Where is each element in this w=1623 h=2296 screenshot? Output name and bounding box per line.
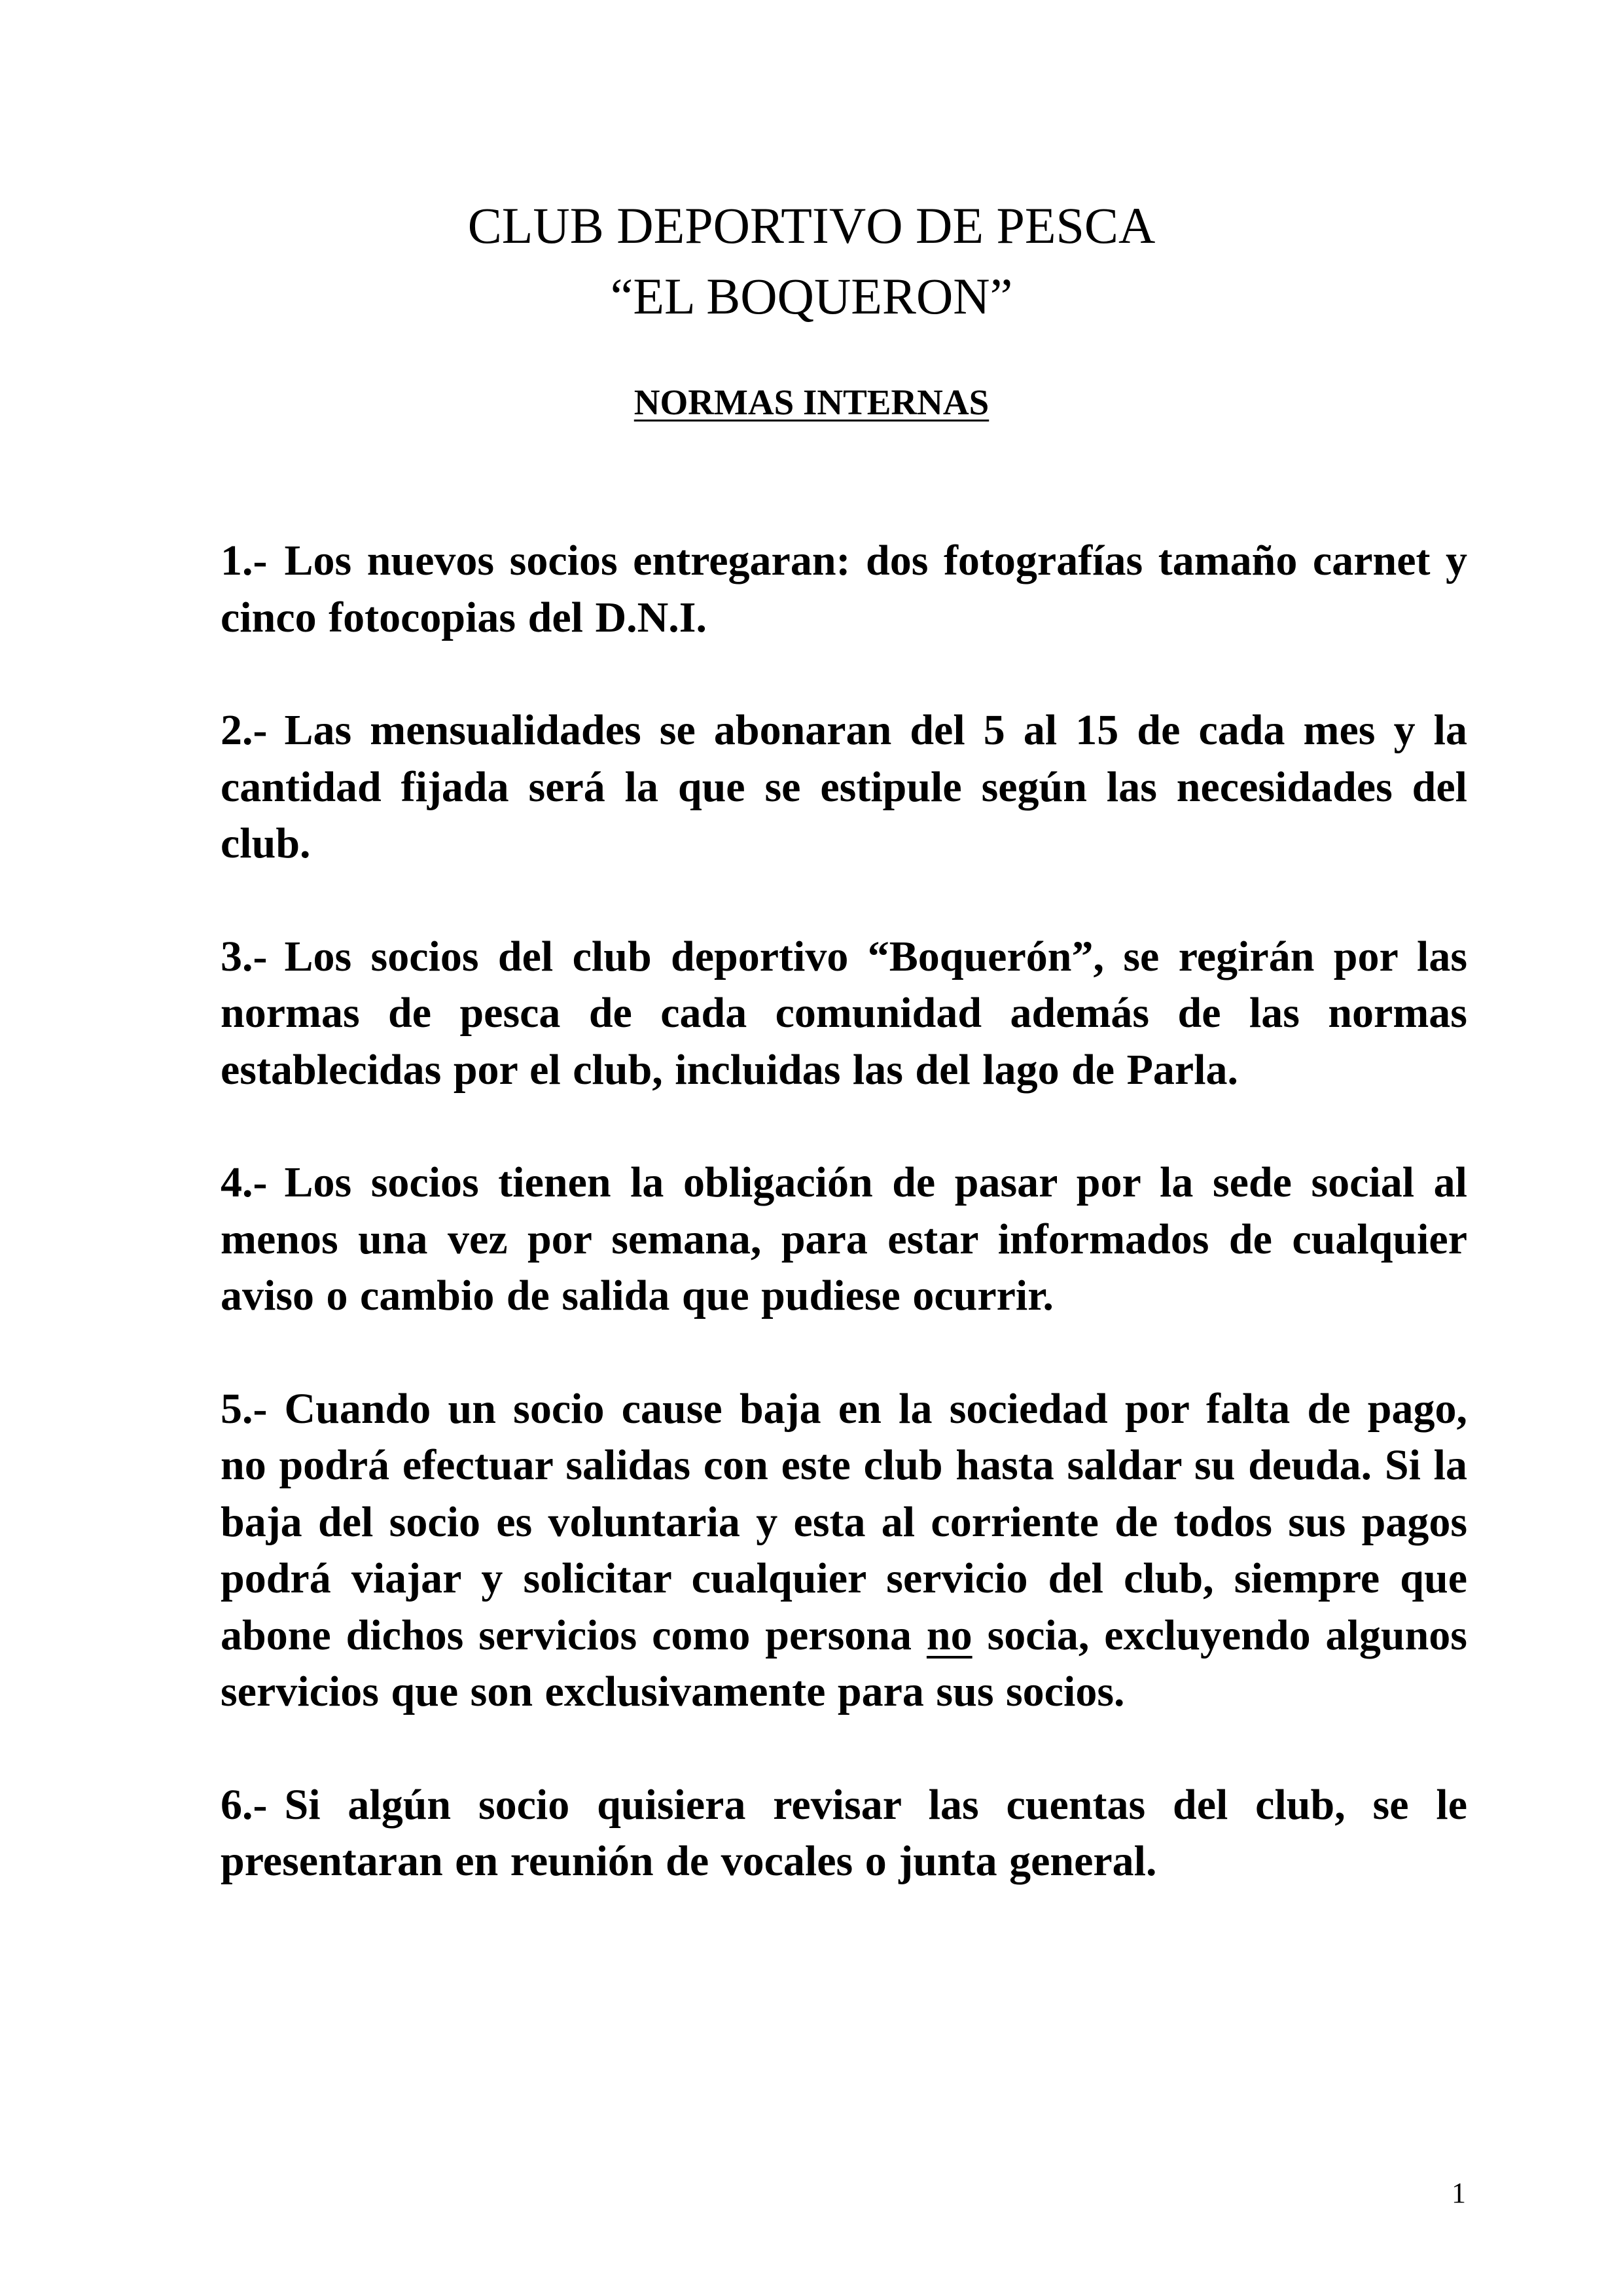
club-name-heading: CLUB DEPORTIVO DE PESCA	[467, 197, 1156, 254]
rule-item-4	[221, 1155, 1467, 1325]
rule-number: 2.-	[221, 706, 268, 754]
rule-item-5	[221, 1381, 1467, 1721]
rule-text: Los socios del club deportivo “Boquerón”, se regirán por las normas de pesca de cada comunidad además de las normas establecidas por el club, incluidas las del lago de Parla.	[221, 932, 1467, 1094]
club-nickname-heading: “EL BOQUERON”	[610, 268, 1013, 325]
rule-number: 3.-	[221, 932, 268, 980]
rule-item-6	[221, 1777, 1467, 1890]
rule-number: 5.-	[221, 1384, 268, 1433]
rule-number: 4.-	[221, 1158, 268, 1206]
section-title	[0, 381, 1623, 424]
rule-item-3	[221, 929, 1467, 1099]
rule-item-1	[221, 533, 1467, 646]
rule-text: Los socios tienen la obligación de pasar por la sede social al menos una vez por semana, para estar informados de cualquier aviso o cambio de salida que pudiese ocurrir.	[221, 1158, 1467, 1319]
rule-item-2	[221, 702, 1467, 872]
rule-text-before: Cuando un socio cause baja en la sociedad por falta de pago, no podrá efectuar salidas con este club hasta saldar su deuda. Si la baja del socio es voluntaria y esta al corriente de todos sus pagos podrá viajar y solicitar cualquier servicio del club, siempre que abone dichos servicios como persona	[221, 1384, 1467, 1659]
page-number: 1	[1452, 2177, 1466, 2209]
rule-emphasis: no	[926, 1611, 972, 1659]
rule-text: Las mensualidades se abonaran del 5 al 15 de cada mes y la cantidad fijada será la que se estipule según las necesidades del club.	[221, 706, 1467, 867]
rules-list	[221, 533, 1467, 1946]
rule-text: Los nuevos socios entregaran: dos fotografías tamaño carnet y cinco fotocopias del D.N.I.	[221, 537, 1467, 641]
rule-number: 1.-	[221, 537, 268, 584]
rule-text: Si algún socio quisiera revisar las cuentas del club, se le presentaran en reunión de vocales o junta general.	[221, 1780, 1467, 1885]
rule-number: 6.-	[221, 1780, 268, 1829]
rule-text-after: socia, excluyendo algunos servicios que son exclusivamente para sus socios.	[221, 1611, 1467, 1715]
section-title-text: NORMAS INTERNAS	[633, 382, 990, 422]
